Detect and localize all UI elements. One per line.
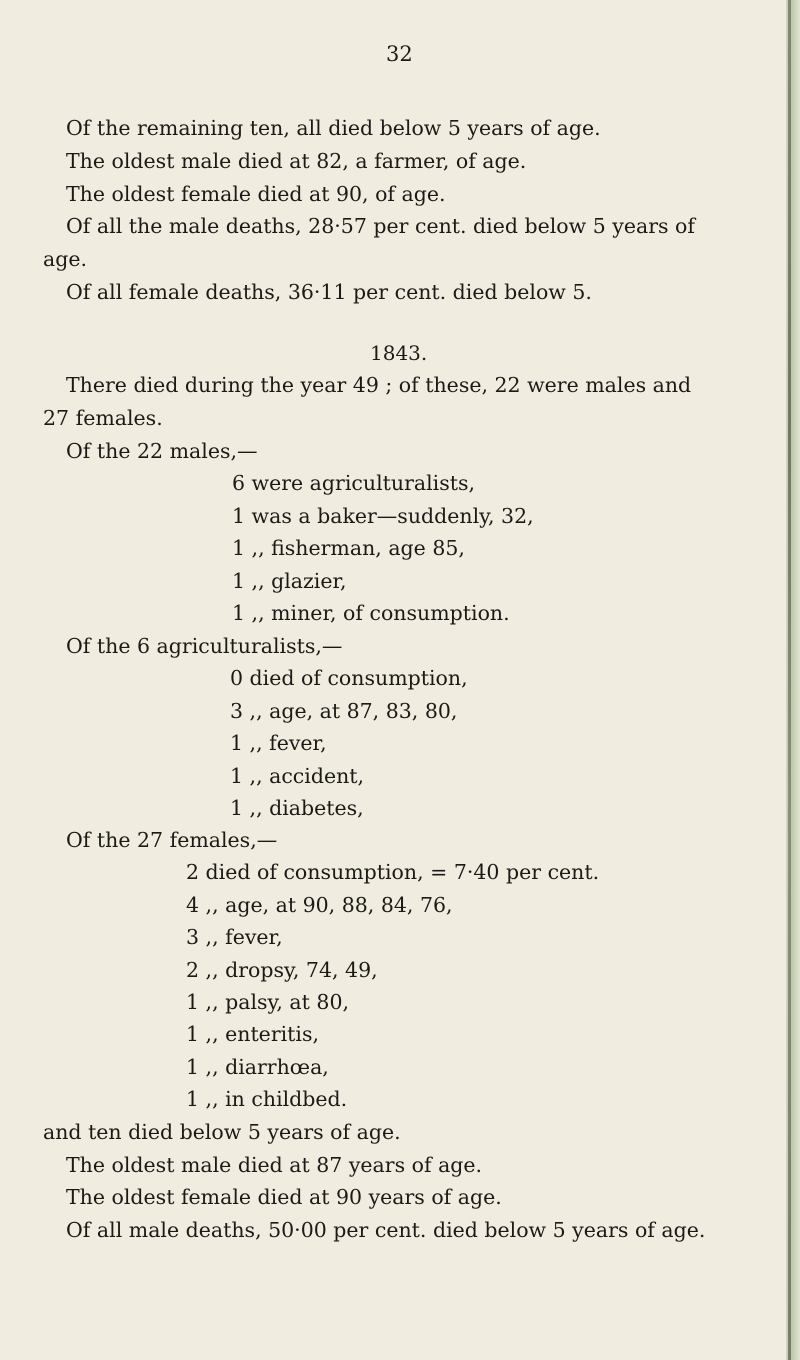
agriculturalists-heading: Of the 6 agriculturalists,— (66, 634, 343, 658)
list-item: 1 was a baker—suddenly, 32, (232, 504, 534, 528)
list-item: 1 ,, diarrhœa, (186, 1055, 329, 1079)
list-item: 1 ,, fisherman, age 85, (232, 536, 465, 560)
summary-line: There died during the year 49 ; of these, 22 were males and (66, 373, 692, 397)
females-heading: Of the 27 females,— (66, 828, 278, 852)
list-item: 1 ,, enteritis, (186, 1022, 319, 1046)
intro-line: Of the remaining ten, all died below 5 years of age. (66, 116, 601, 140)
intro-line: Of all female deaths, 36·11 per cent. died below 5. (66, 280, 592, 304)
intro-line: The oldest male died at 82, a farmer, of age. (66, 149, 527, 173)
males-heading: Of the 22 males,— (66, 439, 258, 463)
summary-line: 27 females. (43, 406, 163, 430)
list-item: 2 ,, dropsy, 74, 49, (186, 958, 378, 982)
year-heading: 1843. (370, 341, 428, 365)
list-item: 1 ,, miner, of consumption. (232, 601, 510, 625)
intro-line: The oldest female died at 90, of age. (66, 182, 446, 206)
list-item: 3 ,, fever, (186, 925, 283, 949)
list-item: 1 ,, glazier, (232, 569, 347, 593)
list-item: 1 ,, diabetes, (230, 796, 364, 820)
list-item: 2 died of consumption, = 7·40 per cent. (186, 860, 600, 884)
list-item: 1 ,, fever, (230, 731, 327, 755)
list-item: 0 died of consumption, (230, 666, 468, 690)
closing-line: Of all male deaths, 50·00 per cent. died below 5 years of age. (66, 1218, 706, 1242)
intro-line: age. (43, 247, 87, 271)
page-edge (786, 0, 800, 1360)
closing-line: The oldest male died at 87 years of age. (66, 1153, 483, 1177)
list-item: 6 were agriculturalists, (232, 471, 475, 495)
list-item: 1 ,, palsy, at 80, (186, 990, 349, 1014)
closing-line: The oldest female died at 90 years of age. (66, 1185, 502, 1209)
list-item: 3 ,, age, at 87, 83, 80, (230, 699, 458, 723)
intro-line: Of all the male deaths, 28·57 per cent. died below 5 years of (66, 214, 695, 238)
page-number: 32 (386, 42, 413, 66)
list-item: 4 ,, age, at 90, 88, 84, 76, (186, 893, 453, 917)
list-item: 1 ,, in childbed. (186, 1087, 348, 1111)
closing-line: and ten died below 5 years of age. (43, 1120, 401, 1144)
list-item: 1 ,, accident, (230, 764, 365, 788)
